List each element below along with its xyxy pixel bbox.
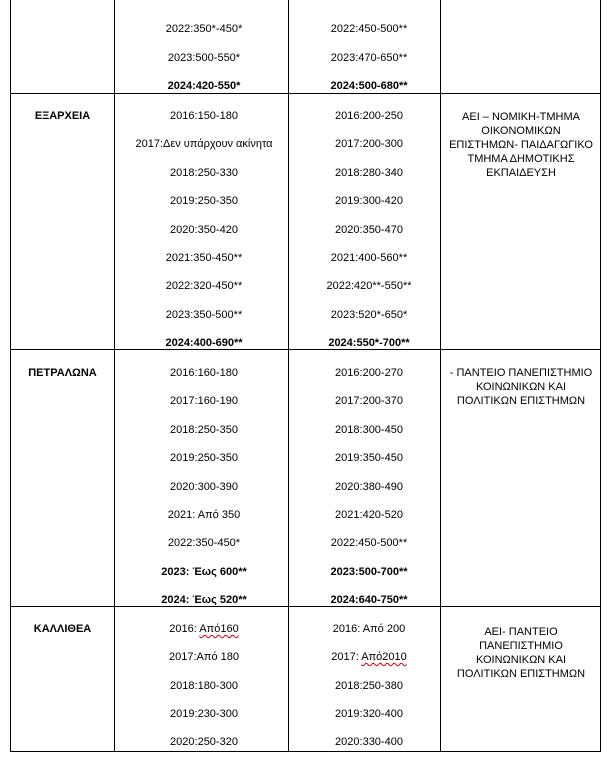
row-divider [10,349,601,350]
university-line: ΑΕΙ- ΠΑΝΤΕΙΟ [484,626,558,638]
price-range-small: 2017:160-190 [170,395,238,407]
area-name: ΕΞΑΡΧΕΙΑ [34,110,91,122]
university-line: ΠΑΝΕΠΙΣΤΗΜΙΟ [479,640,563,652]
price-range-small: 2016:150-180 [170,110,238,122]
price-range-small: 2019:250-350 [170,452,238,464]
price-range-large: 2021:420-520 [335,509,403,521]
price-range-small: 2018:250-350 [170,424,238,436]
price-range-large: 2020:330-400 [335,736,403,748]
university-line: ΕΠΙΣΤΗΜΩΝ- ΠΑΙΔΑΓΩΓΙΚΟ [449,139,593,151]
price-range-small: 2024:400-690** [165,337,243,349]
price-range-small: 2017:Δεν υπάρχουν ακίνητα [135,138,273,150]
university-line: ΑΕΙ – ΝΟΜΙΚΗ-ΤΜΗΜΑ [462,111,580,123]
area-name: ΚΑΛΛΙΘΕΑ [33,623,92,635]
price-range-large: 2024:640-750** [330,594,408,606]
price-range-small: 2021:350-450** [165,252,243,264]
price-range-large: 2024:550*-700** [328,337,410,349]
price-range-large: 2016: Από 200 [332,623,406,635]
price-range-large: 2024:500-680** [330,80,408,92]
price-range-large: 2023:520*-650* [330,309,408,321]
price-range-small: 2024: Έως 520** [161,594,247,606]
price-range-small: 2019:230-300 [170,708,238,720]
price-range-large: 2018:300-450 [335,424,403,436]
spellcheck-underline: Από160 [199,623,239,635]
price-range-small: 2016: Από160 [169,623,239,635]
table-border-bottom [10,751,601,752]
price-range-large: 2020:350-470 [335,224,403,236]
row-divider [10,93,601,94]
price-range-large: 2018:250-380 [335,680,403,692]
price-range-small: 2016:160-180 [170,367,238,379]
price-range-large: 2022:420**-550** [326,280,412,292]
price-range-small: 2022:320-450** [165,280,243,292]
price-range-large: 2023:500-700** [330,566,408,578]
price-range-large: 2021:400-560** [330,252,408,264]
price-range-large: 2019:320-400 [335,708,403,720]
price-range-large: 2019:300-420 [335,195,403,207]
price-range-small: 2023:500-550* [167,52,241,64]
price-range-large: 2018:280-340 [335,167,403,179]
price-range-large: 2017:200-300 [335,138,403,150]
price-range-small: 2018:180-300 [170,680,238,692]
price-range-small: 2024:420-550* [167,80,241,92]
price-range-large: 2016:200-270 [335,367,403,379]
university-line: ΤΜΗΜΑ ΔΗΜΟΤΙΚΗΣ [467,153,575,165]
price-range-small: 2021: Από 350 [167,509,241,521]
price-range-large: 2017:200-370 [335,395,403,407]
university-line: ΚΟΙΝΩΝΙΚΩΝ ΚΑΙ [475,381,567,393]
price-range-large: 2022:450-500** [330,23,408,35]
price-range-large: 2020:380-490 [335,481,403,493]
university-line: ΟΙΚΟΝΟΜΙΚΩΝ [481,125,561,137]
column-divider [114,0,115,752]
price-range-small: 2020:300-390 [170,481,238,493]
university-line: ΠΟΛΙΤΙΚΩΝ ΕΠΙΣΤΗΜΩΝ [456,668,586,680]
price-range-small: 2019:250-350 [170,195,238,207]
price-range-large: 2017: Από2010 [331,651,407,663]
price-range-small: 2018:250-330 [170,167,238,179]
price-range-large: 2022:450-500** [330,537,408,549]
price-range-small: 2022:350*-450* [165,23,243,35]
spellcheck-underline: Από2010 [361,651,407,663]
column-divider [288,0,289,752]
price-range-large: 2019:350-450 [335,452,403,464]
price-range-small: 2017:Από 180 [169,651,239,663]
university-line: - ΠΑΝΤΕΙΟ ΠΑΝΕΠΙΣΤΗΜΙΟ [449,367,593,379]
university-line: ΠΟΛΙΤΙΚΩΝ ΕΠΙΣΤΗΜΩΝ [456,395,586,407]
price-range-small: 2022:350-450* [167,537,241,549]
price-range-small: 2020:250-320 [170,736,238,748]
university-line: ΚΟΙΝΩΝΙΚΩΝ ΚΑΙ [475,654,567,666]
row-divider [10,606,601,607]
price-range-small: 2023:350-500** [165,309,243,321]
price-range-small: 2020:350-420 [170,224,238,236]
price-range-small: 2023: Έως 600** [161,566,247,578]
price-range-large: 2023:470-650** [330,52,408,64]
university-line: ΕΚΠΑΙΔΕΥΣΗ [486,167,556,179]
area-name: ΠΕΤΡΑΛΩΝΑ [28,367,97,379]
price-range-large: 2016:200-250 [335,110,403,122]
